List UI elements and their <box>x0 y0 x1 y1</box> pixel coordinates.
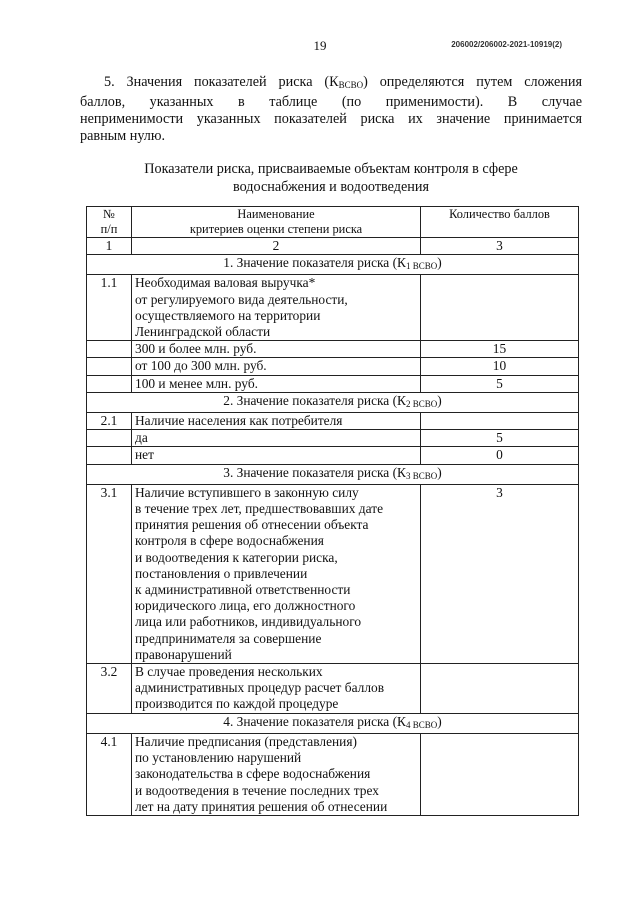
score-value: 10 <box>421 358 579 375</box>
criterion-text: нет <box>132 447 421 464</box>
col-number-2: 2 <box>132 238 421 255</box>
table-header-row <box>87 207 579 238</box>
intro-line-4: равным нулю. <box>80 128 166 144</box>
criterion-text: да <box>132 430 421 447</box>
criterion-text: от 100 до 300 млн. руб. <box>132 358 421 375</box>
score-value: 5 <box>421 375 579 392</box>
intro-line-2: баллов, указанных в таблице (по применимости). В случае <box>80 94 582 110</box>
column-numbers-row <box>87 238 579 255</box>
section-row <box>87 392 579 412</box>
header-number: № п/п <box>87 207 132 238</box>
col-number-3: 3 <box>421 238 579 255</box>
score-value: 0 <box>421 447 579 464</box>
page-number: 19 <box>313 38 327 53</box>
section-2-heading: 2. Значение показателя риска $(К_{2 ВСВО})$ <box>87 392 579 412</box>
row-number: 3.2 <box>87 664 132 714</box>
intro-line-1: 5. Значения показателей риска $(К_{ВСВО})$ определяются путем сложения <box>104 74 582 90</box>
table-row <box>87 413 579 430</box>
intro-paragraph <box>80 74 582 145</box>
section-1-heading: 1. Значение показателя риска $(К_{1 ВСВО})$ <box>87 255 579 275</box>
section-row <box>87 464 579 484</box>
table-row <box>87 430 579 447</box>
criterion-text: Наличие населения как потребителя <box>132 413 421 430</box>
table-row <box>87 733 579 815</box>
header-score: Количество баллов <box>421 207 579 238</box>
score-value: 15 <box>421 341 579 358</box>
table-row <box>87 664 579 714</box>
document-code: 206002/206002-2021-10919(2) <box>451 40 562 49</box>
table-row <box>87 341 579 358</box>
table-title: Показатели риска, присваиваемые объектам контроля в сфере водоснабжения и водоотведения <box>144 161 518 195</box>
row-number: 2.1 <box>87 413 132 430</box>
score-value: 3 <box>421 484 579 663</box>
table-row <box>87 358 579 375</box>
section-3-heading: 3. Значение показателя риска $(К_{3 ВСВО})$ <box>87 464 579 484</box>
intro-line-3: неприменимости указанных показателей риска их значение принимается <box>80 111 582 127</box>
score-value: 5 <box>421 430 579 447</box>
row-number: 3.1 <box>87 484 132 663</box>
criterion-text: В случае проведения нескольких административных процедур расчет баллов производится по каждой процедуре <box>132 664 421 714</box>
col-number-1: 1 <box>87 238 132 255</box>
risk-indicators-table <box>86 206 579 816</box>
criterion-text: Наличие вступившего в законную силу в течение трех лет, предшествовавших дате принятия решения об отнесении объекта контроля в сфере водоснабжения и водоотведения к категории риска, постановления о привлечении к административной ответственности юридического лица, его должностного лица или работников, индивидуального предпринимателя за совершение правонарушений <box>132 484 421 663</box>
criterion-text: 300 и более млн. руб. <box>132 341 421 358</box>
criterion-text: Необходимая валовая выручка* от регулируемого вида деятельности, осуществляемого на территории Ленинградской области <box>132 275 421 341</box>
table-row <box>87 375 579 392</box>
section-4-heading: 4. Значение показателя риска $(К_{4 ВСВО})$ <box>87 713 579 733</box>
row-number: 4.1 <box>87 733 132 815</box>
table-row <box>87 484 579 663</box>
criterion-text: Наличие предписания (представления) по установлению нарушений законодательства в сфере водоснабжения и водоотведения в течение последних трех лет на дату принятия решения об отнесении <box>132 733 421 815</box>
section-row <box>87 713 579 733</box>
table-row <box>87 275 579 341</box>
header-criteria: Наименование критериев оценки степени риска <box>132 207 421 238</box>
score-cell <box>421 275 579 341</box>
section-row <box>87 255 579 275</box>
criterion-text: 100 и менее млн. руб. <box>132 375 421 392</box>
table-row <box>87 447 579 464</box>
row-number: 1.1 <box>87 275 132 341</box>
